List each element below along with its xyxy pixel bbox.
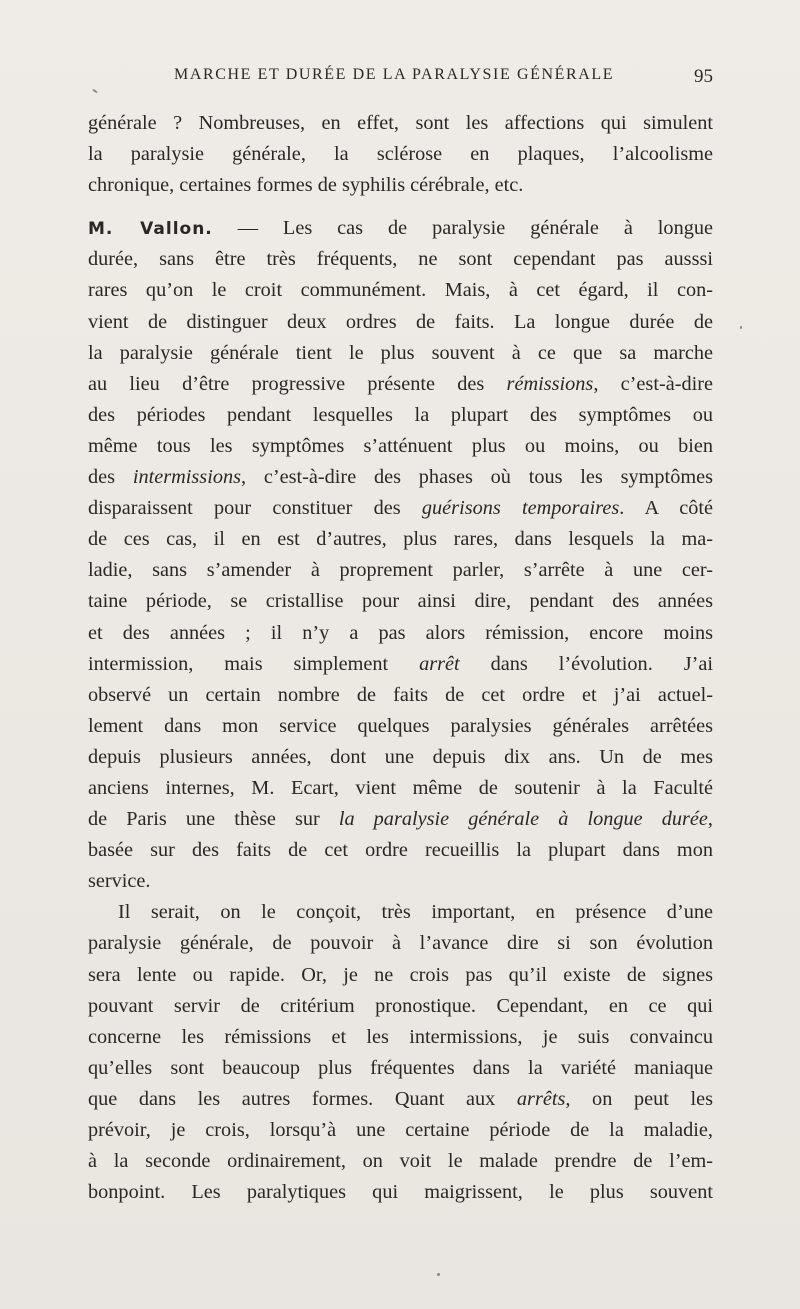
body-text [88,108,713,1208]
italic-term: la paralysie générale à longue durée [338,808,708,831]
text-line: des périodes pendant lesquelles la plupart des symptômes ou [88,403,713,426]
text-line [88,649,713,680]
text-line: sera lente ou rapide. Or, je ne crois pas qu’il existe de signes [88,963,713,986]
text-line: observé un certain nombre de faits de cet ordre et j’ai actuel- [88,683,713,706]
text-line: prévoir, je crois, lorsqu’à une certaine période de la maladie, [88,1119,713,1141]
page-number: 95 [694,66,713,87]
paper-speck [437,1273,440,1276]
text-line: durée, sans être très fréquents, ne sont cependant pas ausssi [88,248,713,271]
text-segment: dans l’évolution. J’ai [459,652,713,675]
text-line: depuis plusieurs années, dont une depuis dix ans. Un de mes [88,745,713,768]
text-line: la paralysie générale tient le plus souvent à ce que sa marche [88,341,713,364]
text-segment: , [707,808,713,831]
text-line: de ces cas, il en est d’autres, plus rares, dans lesquels la ma- [88,528,713,551]
text-line: chronique, certaines formes de syphilis cérébrale, etc. [88,174,524,197]
text-line: service. [88,870,151,893]
text-segment: , c’est-à-dire des phases où tous les symptômes [241,466,713,489]
text-segment: au lieu d’être progressive présente des [88,372,507,395]
italic-term: arrêt [419,652,460,675]
italic-term: rémissions [506,372,594,395]
text-line: anciens internes, M. Ecart, vient même de soutenir à la Faculté [88,776,713,799]
text-segment: disparaissent pour constituer des [88,497,422,520]
text-line: qu’elles sont beaucoup plus fréquentes dans la variété maniaque [88,1056,713,1079]
text-line: pouvant servir de critérium pronostique. Cependant, en ce qui [88,994,713,1017]
text-line: et des années ; il n’y a pas alors rémission, encore moins [88,621,713,644]
text-line [88,213,713,244]
text-line: la paralysie générale, la sclérose en plaques, l’alcoolisme [88,143,713,166]
text-line [88,369,713,400]
text-line: générale ? Nombreuses, en effet, sont les affections qui simulent [88,112,713,134]
text-segment: que dans les autres formes. Quant aux [88,1087,517,1110]
page-header [88,66,713,94]
text-segment: . A côté [619,497,714,520]
text-line [88,1084,713,1115]
italic-term: arrêts [516,1087,566,1110]
text-line: à la seconde ordinairement, on voit le malade prendre de l’em- [88,1150,713,1173]
running-title: MARCHE ET DURÉE DE LA PARALYSIE GÉNÉRALE [174,66,615,83]
text-line: concerne les rémissions et les intermissions, je suis convaincu [88,1025,713,1048]
text-line [88,493,713,524]
paragraph-gap [88,201,713,213]
paper-speck [740,326,742,329]
text-segment: de Paris une thèse sur [88,808,339,831]
text-line: Il serait, on le conçoit, très important, en présence d’une [118,901,713,924]
text-line: même tous les symptômes s’atténuent plus ou moins, ou bien [88,434,713,457]
text-segment: , c’est-à-dire [593,372,713,395]
italic-term: intermissions [132,466,242,489]
text-segment: , on peut les [565,1087,713,1110]
text-segment: intermission, mais simplement [88,652,420,675]
text-line: vient de distinguer deux ordres de faits. La longue durée de [88,310,713,333]
text-line: basée sur des faits de cet ordre recueillis la plupart dans mon [88,839,713,862]
text-line: lement dans mon service quelques paralysies générales arrêtées [88,714,713,737]
italic-term: guérisons temporaires [421,497,620,520]
text-line [88,804,713,835]
text-line: rares qu’on le croit communément. Mais, à cet égard, il con- [88,279,713,302]
text-line: paralysie générale, de pouvoir à l’avance dire si son évolution [88,932,713,955]
text-line: ladie, sans s’amender à proprement parler, s’arrête à une cer- [88,559,713,582]
speaker-name: M. Vallon. [88,219,213,240]
text-segment: des [88,466,133,489]
text-line [88,462,713,493]
text-line: bonpoint. Les paralytiques qui maigrissent, le plus souvent [88,1181,713,1204]
text-segment: — Les cas de paralysie générale à longue [212,217,713,240]
text-line: taine période, se cristallise pour ainsi dire, pendant des années [88,590,713,613]
